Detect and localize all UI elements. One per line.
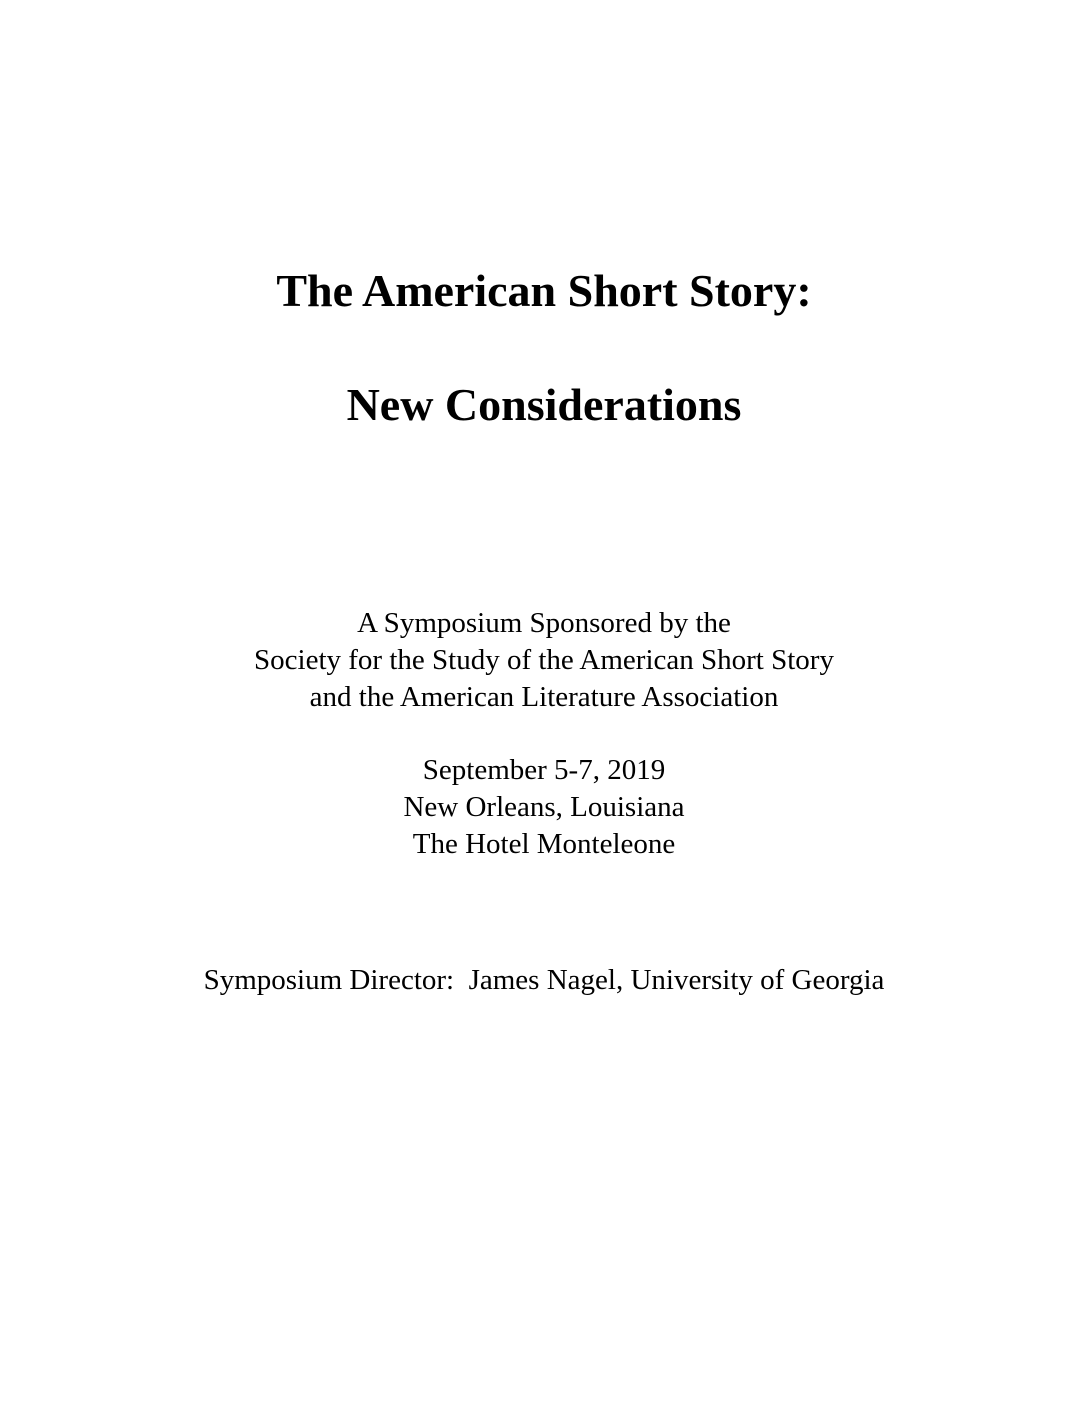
symposium-director: Symposium Director: James Nagel, University of Georgia (203, 964, 885, 996)
sponsorship-line-2: Society for the Study of the American Short Story (254, 644, 834, 676)
event-venue: The Hotel Monteleone (412, 828, 676, 860)
event-dates: September 5-7, 2019 (422, 754, 666, 786)
event-city: New Orleans, Louisiana (403, 791, 685, 823)
sponsorship-line-1: A Symposium Sponsored by the (357, 607, 731, 639)
title-line-2: New Considerations (346, 379, 742, 430)
title-line-1: The American Short Story: (276, 265, 812, 316)
sponsorship-line-3: and the American Literature Association (309, 681, 779, 713)
